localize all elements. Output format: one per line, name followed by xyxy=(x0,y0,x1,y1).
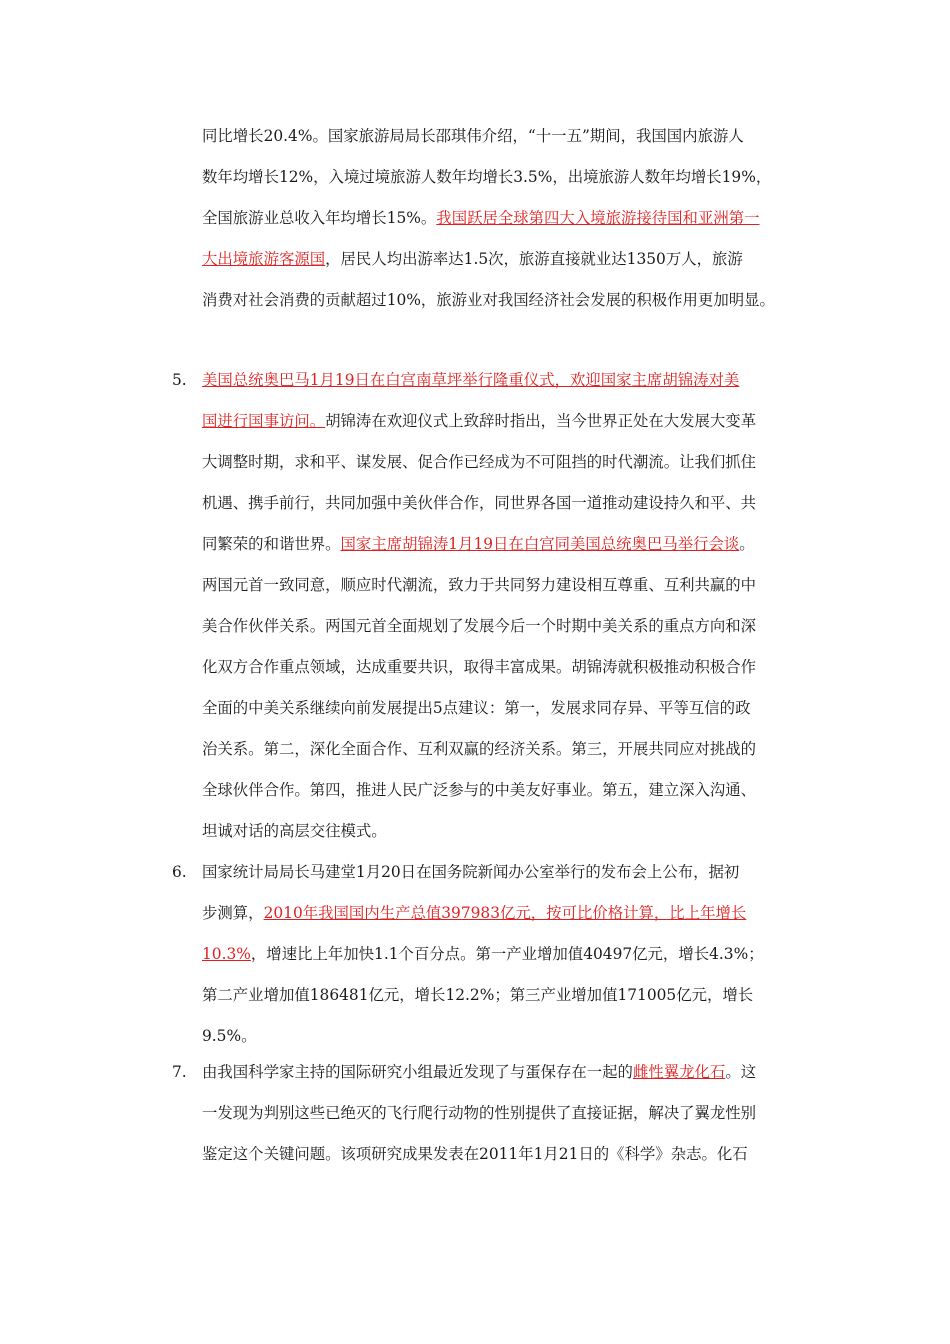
highlight-link[interactable]: 国进行国事访问。 xyxy=(202,412,326,430)
text-line: 一发现为判别这些已绝灭的飞行爬行动物的性别提供了直接证据，解决了翼龙性别 xyxy=(202,1104,757,1122)
text-line: 全球伙伴合作。第四，推进人民广泛参与的中美友好事业。第五，建立深入沟通、 xyxy=(202,781,757,799)
list-number: 6. xyxy=(172,863,187,881)
text-line: 由我国科学家主持的国际研究小组最近发现了与蛋保存在一起的雌性翼龙化石。这 xyxy=(202,1063,757,1081)
highlight-link[interactable]: 2010年我国国内生产总值397983亿元，按可比价格计算，比上年增长 xyxy=(263,904,747,922)
text-line: 全面的中美关系继续向前发展提出5点建议：第一，发展求同存异、平等互信的政 xyxy=(202,699,751,717)
text-line: 治关系。第二，深化全面合作、互利双赢的经济关系。第三，开展共同应对挑战的 xyxy=(202,740,757,758)
text-line: 化双方合作重点领域，达成重要共识，取得丰富成果。胡锦涛就积极推动积极合作 xyxy=(202,658,757,676)
text-line: 第二产业增加值186481亿元，增长12.2%；第三产业增加值171005亿元，增长 xyxy=(202,986,754,1004)
text-line: 大出境旅游客源国，居民人均出游率达1.5次，旅游直接就业达1350万人，旅游 xyxy=(202,250,743,268)
text-line: 数年均增长12%，入境过境旅游人数年均增长3.5%，出境旅游人数年均增长19%， xyxy=(202,168,772,186)
text-line: 步测算，2010年我国国内生产总值397983亿元，按可比价格计算，比上年增长 xyxy=(202,904,747,922)
highlight-link[interactable]: 我国跃居全球第四大入境旅游接待国和亚洲第一 xyxy=(436,209,760,227)
highlight-link[interactable]: 美国总统奥巴马1月19日在白宫南草坪举行隆重仪式，欢迎国家主席胡锦涛对美 xyxy=(202,371,740,389)
list-number: 5. xyxy=(172,371,187,389)
text-line: 美合作伙伴关系。两国元首全面规划了发展今后一个时期中美关系的重点方向和深 xyxy=(202,617,757,635)
text-line: 9.5%。 xyxy=(202,1027,257,1045)
text-line: 消费对社会消费的贡献超过10%，旅游业对我国经济社会发展的积极作用更加明显。 xyxy=(202,291,775,309)
text-line: 大调整时期，求和平、谋发展、促合作已经成为不可阻挡的时代潮流。让我们抓住 xyxy=(202,453,757,471)
highlight-link[interactable]: 雌性翼龙化石 xyxy=(632,1063,726,1081)
highlight-link[interactable]: 国家主席胡锦涛1月19日在白宫同美国总统奥巴马举行会谈 xyxy=(340,535,740,553)
text-line: 国家统计局局长马建堂1月20日在国务院新闻办公室举行的发布会上公布，据初 xyxy=(202,863,740,881)
text-line xyxy=(202,370,739,390)
highlight-link[interactable]: 大出境旅游客源国 xyxy=(202,250,326,268)
text-line: 机遇、携手前行，共同加强中美伙伴合作，同世界各国一道推动建设持久和平、共 xyxy=(202,494,757,512)
highlight-link[interactable]: 10.3% xyxy=(202,945,251,963)
text-line: 同比增长20.4%。国家旅游局局长邵琪伟介绍，“十一五”期间，我国国内旅游人 xyxy=(202,127,744,145)
text-line: 两国元首一致同意，顺应时代潮流，致力于共同努力建设相互尊重、互利共赢的中 xyxy=(202,576,757,594)
text-line: 国进行国事访问。胡锦涛在欢迎仪式上致辞时指出，当今世界正处在大发展大变革 xyxy=(202,412,757,430)
text-line: 坦诚对话的高层交往模式。 xyxy=(202,822,387,840)
text-line: 全国旅游业总收入年均增长15%。我国跃居全球第四大入境旅游接待国和亚洲第一 xyxy=(202,209,760,227)
text-line: 鉴定这个关键问题。该项研究成果发表在2011年1月21日的《科学》杂志。化石 xyxy=(202,1145,748,1163)
list-number: 7. xyxy=(172,1063,187,1081)
text-line: 同繁荣的和谐世界。国家主席胡锦涛1月19日在白宫同美国总统奥巴马举行会谈。 xyxy=(202,535,755,553)
text-line: 10.3%，增速比上年加快1.1个百分点。第一产业增加值40497亿元，增长4.3%； xyxy=(202,945,764,963)
